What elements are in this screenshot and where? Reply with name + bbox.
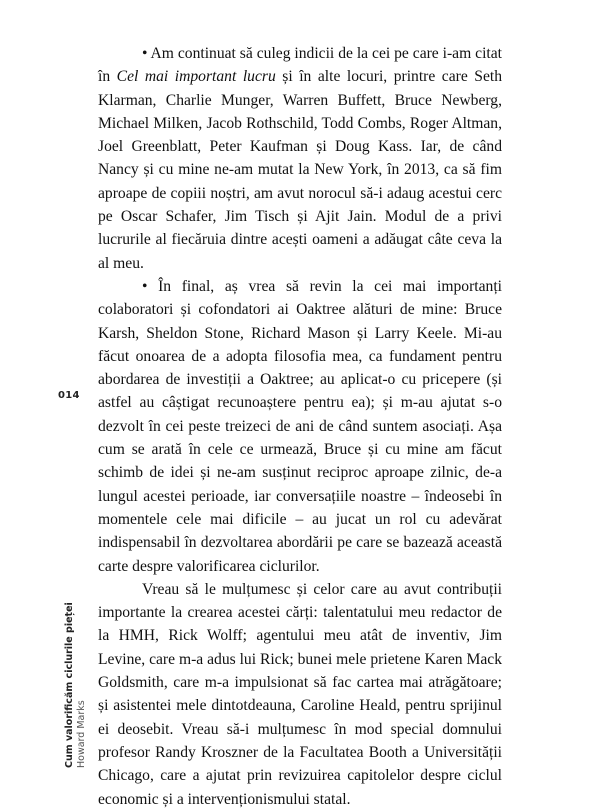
running-footer-author: Howard Marks [75,700,87,768]
paragraph-thanks: Vreau să le mulțumesc și celor care au avut contribuții importante la crearea acestei cărți: talentatului meu redactor de la HMH, Rick Wolff; agentului meu atât de inventiv, Jim Levine, care m-a adus lui Rick; bunei mele prietene Karen Mack Goldsmith, care m-a impulsionat să fac cartea mai atrăgătoare; și asistentei mele dintotdeauna, Caroline Heald, pentru sprijinul ei deosebit. Vreau să-i mulțumesc în mod special domnului profesor Randy Kroszner de la Facultatea Booth a Universității Chicago, care a ajutat prin revizuirea capitolelor despre ciclul economic și a intervenționismului statal. [98,580,502,808]
paragraph-influences-tail: și în alte locuri, printre care Seth Klarman, Charlie Munger, Warren Buffett, Bruce Newberg, Michael Milken, Jacob Rothschild, Todd Combs, Roger Altman, Joel Greenblatt, Peter Kaufman și Doug Kass. Iar, de când Nancy și cu mine ne-am mutat la New York, în 2013, ca să fim aproape de copiii noștri, am avut norocul să-i adaug acestui cerc pe Oscar Schafer, Jim Tisch și Ajit Jain. Modul de a privi lucrurile al fiecăruia dintre acești oameni a adăugat câte ceva la al meu. [98,68,503,272]
body-text [98,42,502,811]
book-title-italic: Cel mai important lucru [116,68,276,86]
paragraph-oaktree: • În final, aș vrea să revin la cei mai importanți colaboratori și cofondatori ai Oaktree alături de mine: Bruce Karsh, Sheldon Stone, Richard Mason și Larry Keele. Mi-au făcut onoarea de a adopta filosofia mea, ca fundament pentru abordarea de investiții a Oaktree; au aplicat-o cu pricepere (și astfel au câștigat recunoaștere pentru ea); și m-au ajutat s-o dezvolt în cei peste treizeci de ani de când suntem asociați. Așa cum se arată în cele ce urmează, Bruce și cu mine am făcut schimb de idei și ne-am susținut reciproc aproape zilnic, de-a lungul acestei perioade, iar conversațiile noastre – îndeosebi în momentele cele mai dificile – au jucat un rol cu adevărat indispensabil în dezvoltarea abordării pe care se bazează această carte despre valorificarea ciclurilor. [98,277,502,575]
running-footer [64,602,87,768]
paragraph-influences [98,42,502,275]
paragraph-influences-lead: • Am continuat să culeg indicii de la cei pe care i-am citat în [98,45,502,86]
page-number: 014 [58,390,80,401]
running-footer-title: Cum valorificăm ciclurile pieței [64,602,75,768]
